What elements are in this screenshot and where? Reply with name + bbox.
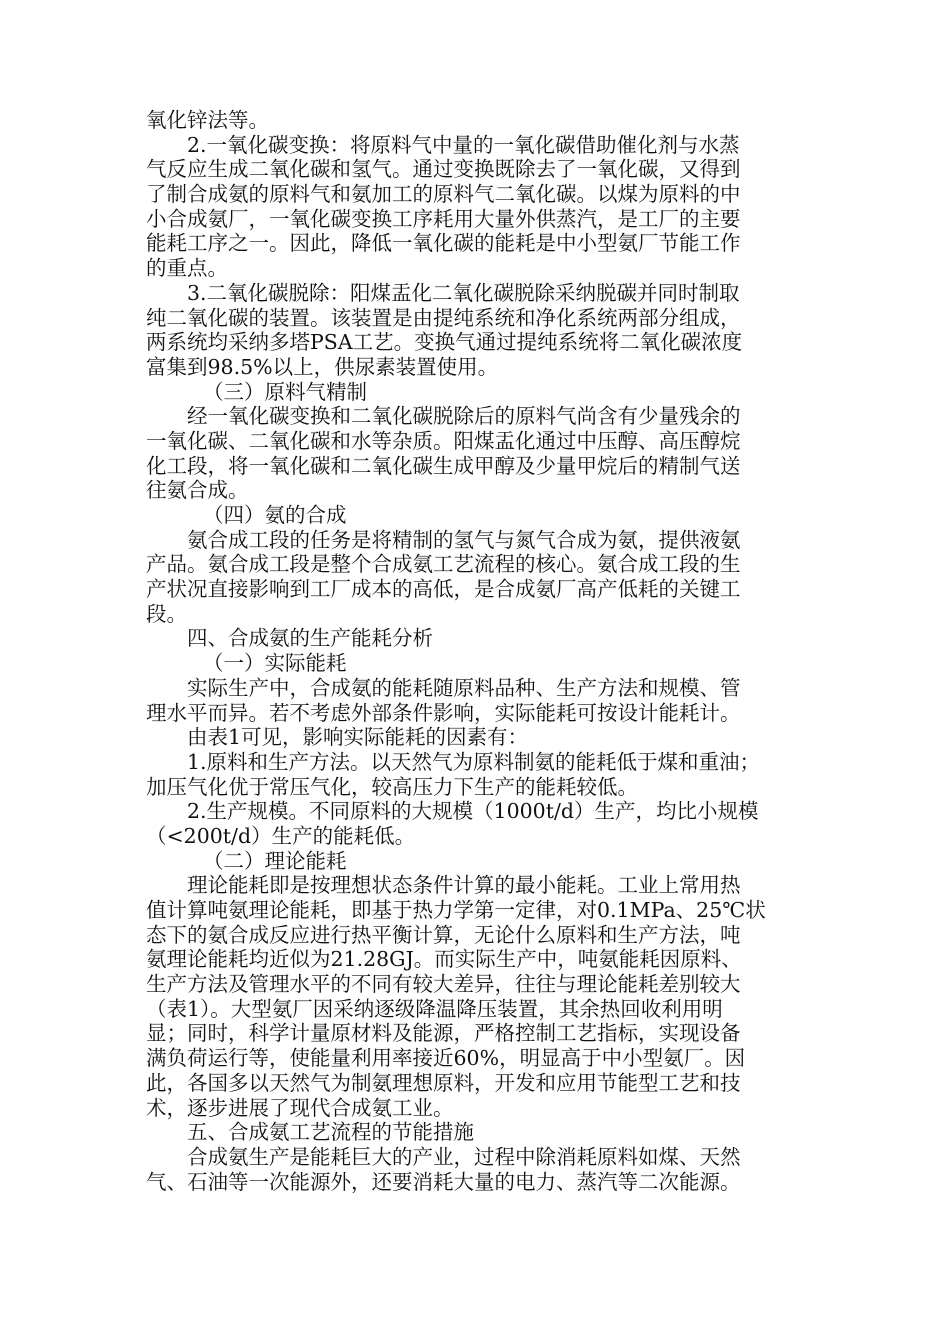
text-line: 氧化锌法等。: [146, 108, 269, 132]
text-line: 化工段，将一氧化碳和二氧化碳生成甲醇及少量甲烷后的精制气送: [146, 453, 741, 478]
text-line: 产品。氨合成工段是整个合成氨工艺流程的核心。氨合成工段的生: [146, 552, 741, 577]
text-line: 态下的氨合成反应进行热平衡计算，无论什么原料和生产方法，吨: [146, 922, 741, 947]
text-line: 实际生产中，合成氨的能耗随原料品种、生产方法和规模、管: [187, 675, 741, 700]
text-line: （一）实际能耗: [203, 651, 347, 676]
text-line: （<200t/d）生产的能耗低。: [146, 823, 416, 848]
text-line: 经一氧化碳变换和二氧化碳脱除后的原料气尚含有少量残余的: [187, 404, 741, 429]
text-line: 纯二氧化碳的装置。该装置是由提纯系统和净化系统两部分组成，: [146, 305, 741, 330]
text-line: 值计算吨氨理论能耗，即基于热力学第一定律，对0.1MPa、25℃状: [146, 898, 766, 922]
text-line: 富集到98.5%以上，供尿素装置使用。: [146, 354, 499, 379]
text-line: 此，各国多以天然气为制氨理想原料，开发和应用节能型工艺和技: [146, 1070, 741, 1095]
text-line: 气、石油等一次能源外，还要消耗大量的电力、蒸汽等二次能源。: [146, 1169, 741, 1194]
text-line: 段。: [146, 601, 187, 626]
text-line: 理论能耗即是按理想状态条件计算的最小能耗。工业上常用热: [187, 873, 741, 898]
text-line: 合成氨生产是能耗巨大的产业，过程中除消耗原料如煤、天然: [187, 1144, 741, 1169]
text-line: 2.一氧化碳变换：将原料气中量的一氧化碳借助催化剂与水蒸: [187, 132, 740, 157]
text-line: 了制合成氨的原料气和氨加工的原料气二氧化碳。以煤为原料的中: [146, 182, 741, 207]
text-line: 3.二氧化碳脱除：阳煤盂化二氧化碳脱除采纳脱碳并同时制取: [187, 280, 740, 305]
text-line: 一氧化碳、二氧化碳和水等杂质。阳煤盂化通过中压醇、高压醇烷: [146, 428, 741, 453]
text-line: 两系统均采纳多塔PSA工艺。变换气通过提纯系统将二氧化碳浓度: [146, 330, 743, 355]
text-line: 能耗工序之一。因此，降低一氧化碳的能耗是中小型氨厂节能工作: [146, 231, 741, 256]
text-line: 气反应生成二氧化碳和氢气。通过变换既除去了一氧化碳，又得到: [146, 157, 741, 182]
text-line: 五、合成氨工艺流程的节能措施: [187, 1120, 474, 1145]
text-line: 产状况直接影响到工厂成本的高低，是合成氨厂高产低耗的关键工: [146, 577, 741, 602]
text-line: 四、合成氨的生产能耗分析: [187, 626, 433, 651]
text-line: 1.原料和生产方法。以天然气为原料制氨的能耗低于煤和重油；: [187, 749, 761, 774]
text-line: 氨合成工段的任务是将精制的氢气与氮气合成为氨，提供液氨: [187, 527, 741, 552]
text-line: 生产方法及管理水平的不同有较大差异，往往与理论能耗差别较大: [146, 972, 741, 997]
document-body: [146, 108, 816, 1194]
text-line: 往氨合成。: [146, 478, 249, 503]
text-line: （四）氨的合成: [203, 503, 347, 527]
text-line: （表1）。大型氨厂因采纳逐级降温降压装置，其余热回收利用明: [146, 996, 723, 1021]
text-line: 理水平而异。若不考虑外部条件影响，实际能耗可按设计能耗计。: [146, 700, 741, 725]
text-line: 2.生产规模。不同原料的大规模（1000t/d）生产，均比小规模: [187, 799, 759, 824]
text-line: 小合成氨厂，一氧化碳变换工序耗用大量外供蒸汽，是工厂的主要: [146, 206, 741, 231]
text-line: 满负荷运行等，使能量利用率接近60%，明显高于中小型氨厂。因: [146, 1046, 746, 1071]
text-line: （三）原料气精制: [203, 379, 367, 404]
text-line: 由表1可见，影响实际能耗的因素有：: [187, 725, 529, 750]
text-line: （二）理论能耗: [203, 848, 347, 873]
text-line: 术，逐步进展了现代合成氨工业。: [146, 1095, 454, 1120]
text-line: 氨理论能耗均近似为21.28GJ。而实际生产中，吨氨能耗因原料、: [146, 947, 742, 972]
text-line: 显；同时，科学计量原材料及能源，严格控制工艺指标，实现设备: [146, 1021, 741, 1046]
text-line: 的重点。: [146, 256, 228, 281]
text-line: 加压气化优于常压气化，较高压力下生产的能耗较低。: [146, 774, 638, 799]
